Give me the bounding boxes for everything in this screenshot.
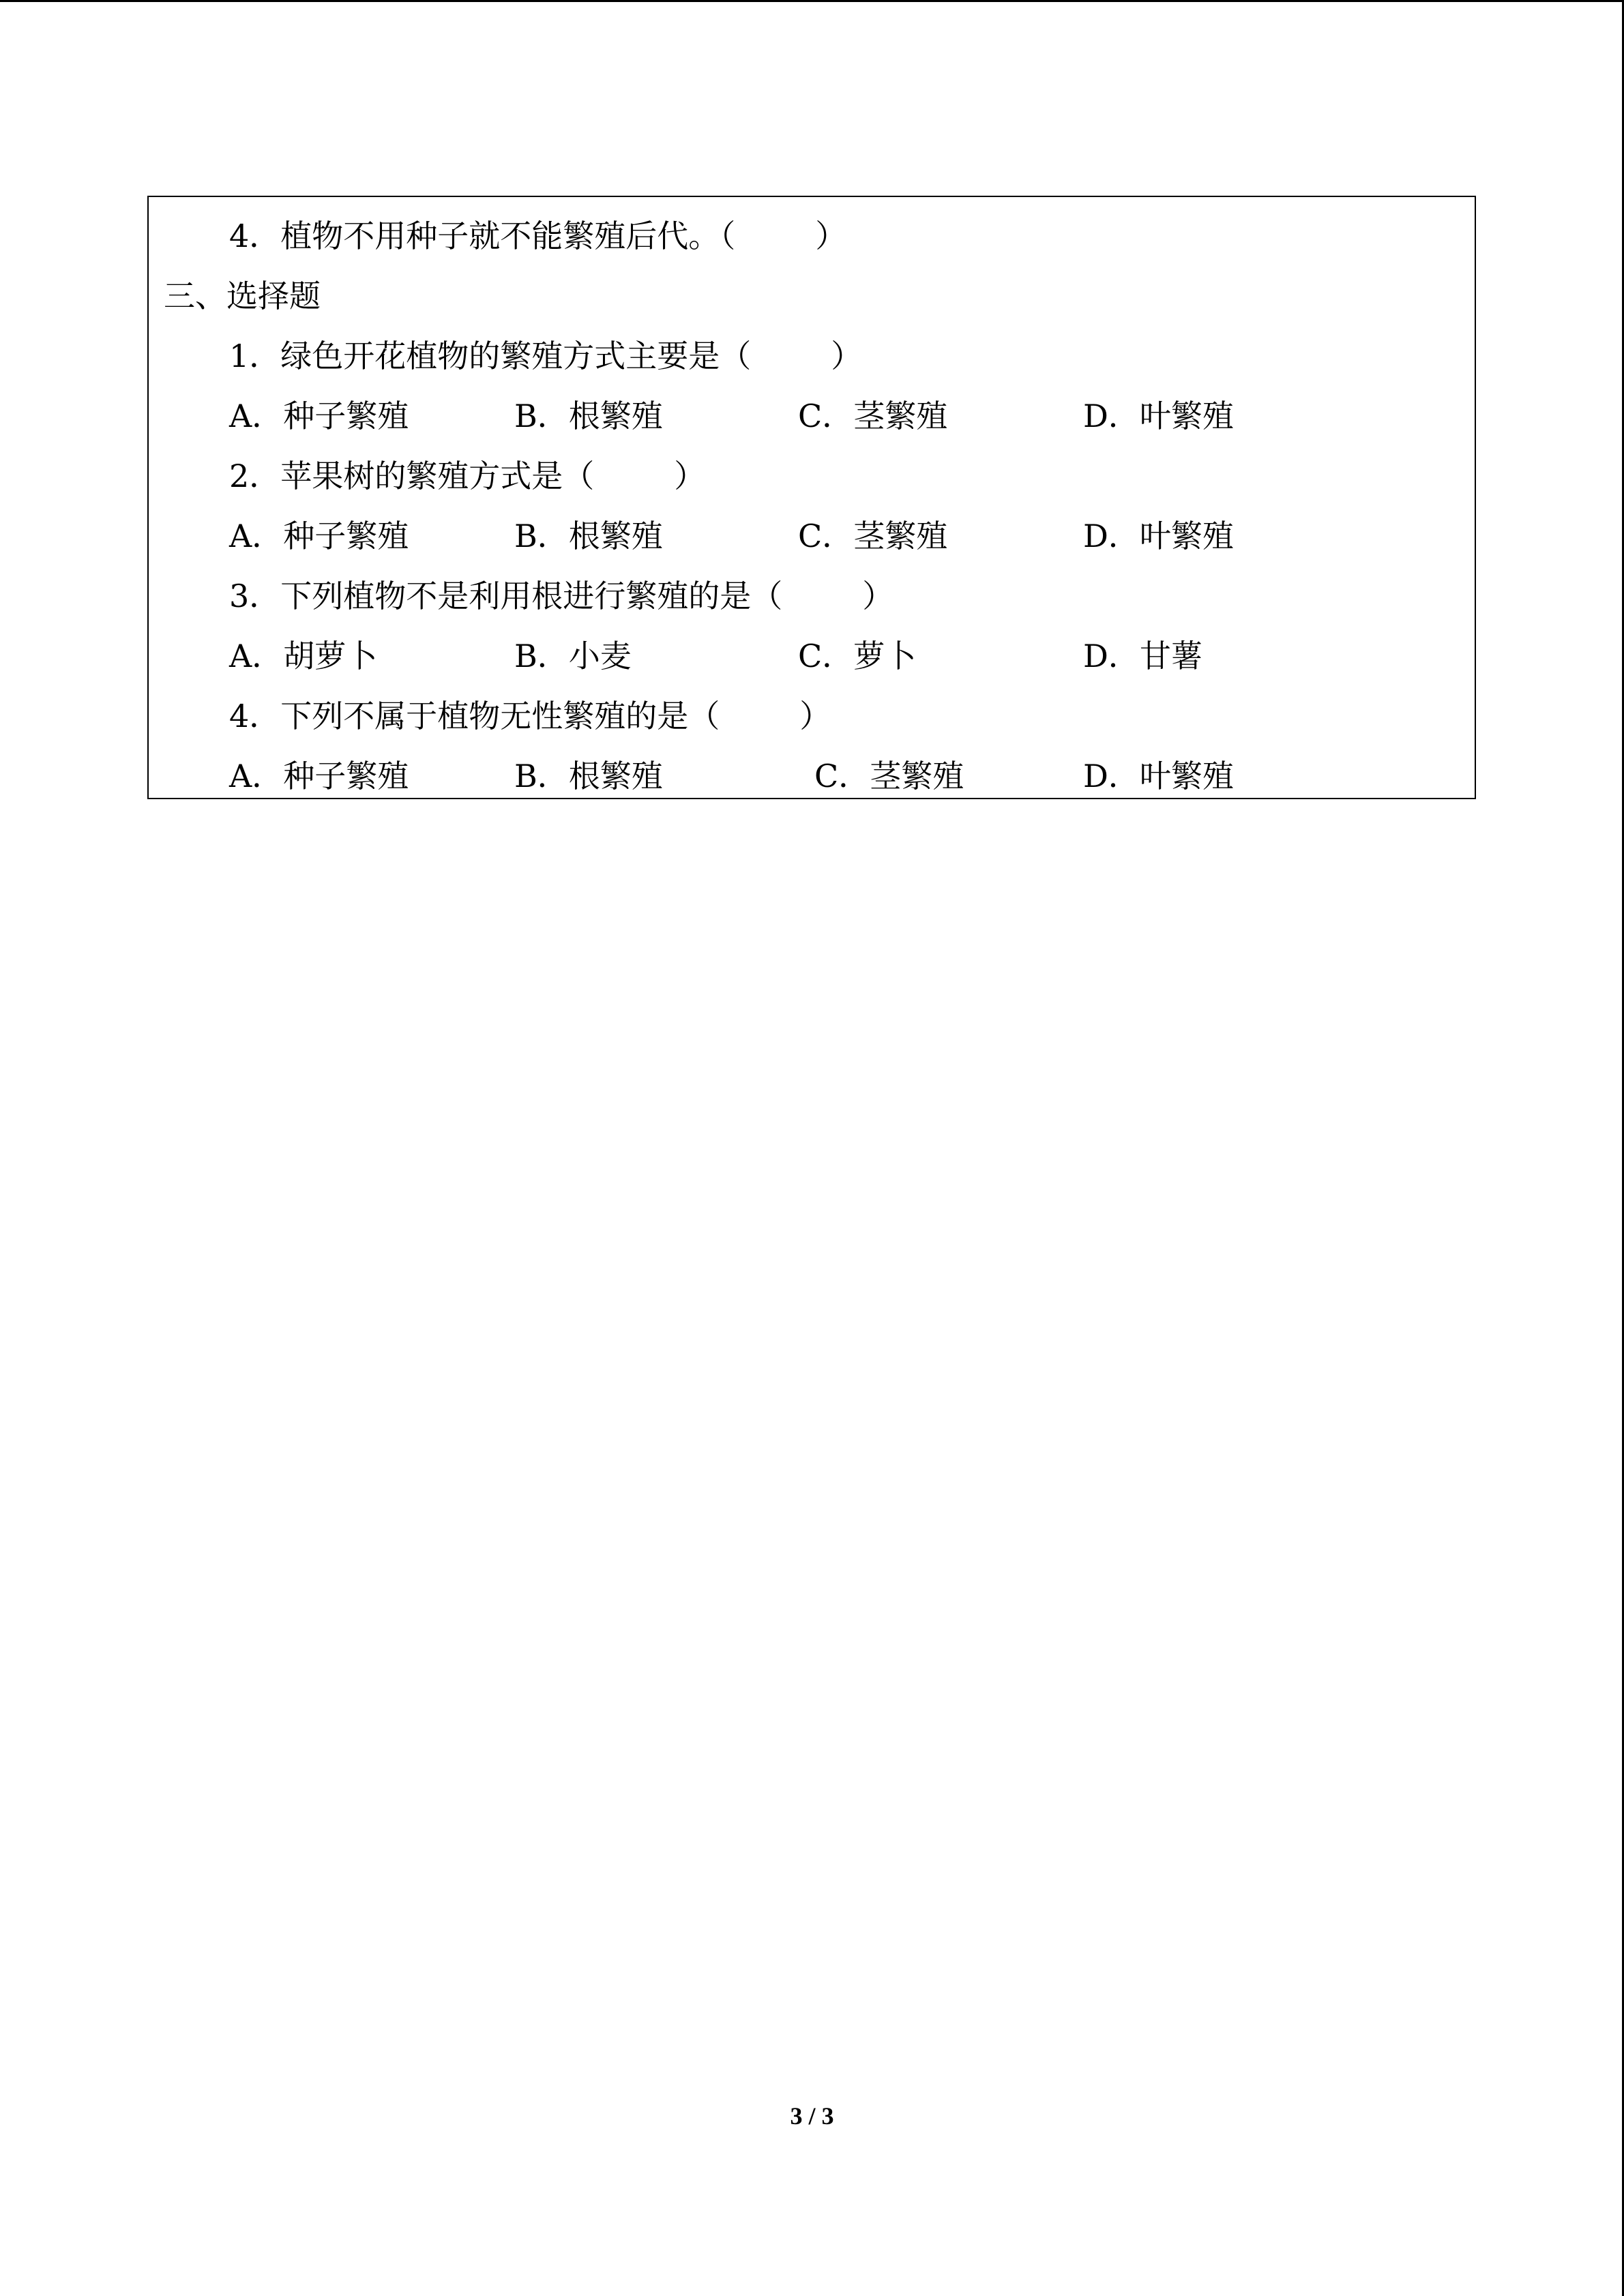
option-d: D．叶繁殖 [1083,518,1234,554]
options-row [149,397,1475,435]
option-c: C．茎繁殖 [798,398,948,434]
top-border [0,0,1624,2]
question-text: 4．植物不用种子就不能繁殖后代。（ ） [229,218,847,254]
option-b: B．根繁殖 [514,758,663,794]
section-heading: 三、选择题 [164,278,321,314]
question-box [147,196,1476,799]
options-row [149,637,1475,675]
option-a: A．种子繁殖 [229,758,409,794]
option-b: B．根繁殖 [514,398,663,434]
option-c: C．茎繁殖 [814,758,964,794]
option-d: D．叶繁殖 [1083,398,1234,434]
question-text: 1．绿色开花植物的繁殖方式主要是（ ） [229,338,863,374]
question-text: 3．下列植物不是利用根进行繁殖的是（ ） [229,578,894,614]
option-c: C．萝卜 [798,638,917,674]
question-text: 2．苹果树的繁殖方式是（ ） [229,458,706,494]
option-b: B．根繁殖 [514,518,663,554]
option-a: A．种子繁殖 [229,398,409,434]
option-a: A．胡萝卜 [229,638,378,674]
option-a: A．种子繁殖 [229,518,409,554]
options-row [149,757,1475,795]
options-row [149,517,1475,555]
option-b: B．小麦 [514,638,632,674]
option-d: D．甘薯 [1083,638,1202,674]
option-d: D．叶繁殖 [1083,758,1234,794]
question-text: 4．下列不属于植物无性繁殖的是（ ） [229,698,831,734]
option-c: C．茎繁殖 [798,518,948,554]
page-number: 3 / 3 [790,2102,834,2130]
